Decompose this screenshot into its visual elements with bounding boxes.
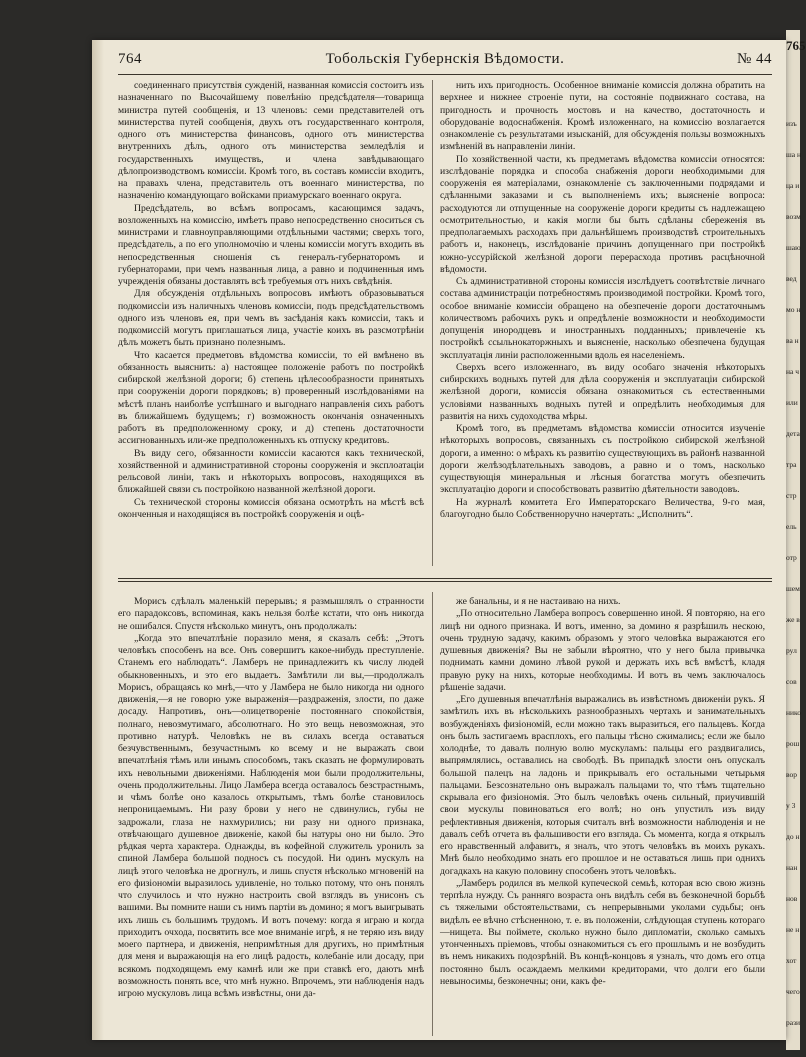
- paragraph: На журналѣ комитета Его Императорскаго Величества, 9-го мая, благоугодно было Собственноручно начертать: „Исполнить“.: [440, 496, 765, 520]
- story-column-left: [118, 596, 424, 1036]
- adjacent-page-fragment: рул: [786, 646, 797, 655]
- paragraph: Что касается предметовъ вѣдомства комиссіи, то ей вмѣнено въ обязанность выяснить: а) настоящее положеніе работъ по постройкѣ сибирской желѣзной дороги; б) степень цѣлесообразности принятыхъ при сооруженіи дороги порядковъ; в) проверенный изслѣдованіями на мѣстѣ планъ наиболѣе успѣшнаго и выгоднаго направленія сихъ работъ въ ближайшемъ будущемъ; г) возможность окончанія означенныхъ работъ въ предположенному сроку, и д) степень достаточности ассигнованныхъ или-же предположенныхъ къ отпуску кредитовъ.: [118, 349, 424, 447]
- adjacent-page-fragment: нико: [786, 708, 802, 717]
- adjacent-page-fragment: вед: [786, 274, 797, 283]
- adjacent-page-fragment: ца и: [786, 181, 800, 190]
- adjacent-page-fragment: нан: [786, 863, 798, 872]
- adjacent-page-edge: [786, 30, 806, 1050]
- paragraph: же банальны, и я не настаиваю на нихъ.: [456, 596, 621, 607]
- article-column-left: [118, 80, 424, 556]
- column-divider: [432, 592, 433, 1036]
- adjacent-page-fragment: у 3: [786, 801, 796, 810]
- paragraph: Морисъ сдѣлалъ маленькій перерывъ; я размышлялъ о странности его парадоксовъ, вспоминая, какъ нельзя болѣе кстати, что онъ никогда не ошибался. Спустя нѣсколько минутъ, онъ продолжалъ:: [118, 596, 424, 632]
- adjacent-page-fragment: мо н: [786, 305, 801, 314]
- adjacent-page-fragment: вор: [786, 770, 797, 779]
- adjacent-page-fragment: или: [786, 398, 798, 407]
- adjacent-page-fragment: шем: [786, 584, 800, 593]
- paragraph: Съ административной стороны комиссія изслѣдуетъ соотвѣтствіе личнаго состава администраціи потребностямъ производимой постройки. Кромѣ того, особое вниманіе комиссіи обращено на обезпеченіе дороги достаточнымъ количествомъ рабочихъ рукъ и опредѣленіе возможности и необходимости допущенія инородцевъ и иностранныхъ подданныхъ; привлеченіе къ постройкѣ ссыльнокаторжныхъ и выясненіе, насколько обезпечена будущая эксплуатація линіи расположенными вдоль ея населеніемъ.: [440, 276, 765, 361]
- article-column-right: [440, 80, 765, 562]
- adjacent-page-fragment: шаю: [786, 243, 801, 252]
- issue-number: № 44: [736, 51, 772, 67]
- adjacent-page-fragment: возм: [786, 212, 801, 221]
- adjacent-page-fragment: сов: [786, 677, 797, 686]
- adjacent-page-fragment: хот: [786, 956, 797, 965]
- adjacent-page-fragment: до н: [786, 832, 800, 841]
- paragraph: Сверхъ всего изложеннаго, въ виду особаго значенія нѣкоторыхъ сибирскихъ водныхъ путей для дѣла сооруженія и эксплуатаціи сибирской желѣзной дороги, комиссія обязана ознакомиться съ естественными условіями названныхъ водныхъ путей и опредѣлить необходимыя для развитія на нихъ судоходства мѣры.: [440, 361, 765, 422]
- paragraph: „Ламберъ родился въ мелкой купеческой семьѣ, которая всю свою жизнь терпѣла нужду. Съ ранняго возраста онъ видѣлъ себя въ безконечной борьбѣ съ тяжелыми обстоятельствами, съ непрерывными уколами судьбы; онъ видѣлъ ее вѣчно стѣсненною, т. е. въ положеніи, слѣдующая ступень котораго—нищета. Вы поймете, сколько нужно было дипломатіи, сколько самыхъ утонченныхъ пріемовъ, чтобы ознакомиться съ его прошлымъ и не возбудить въ немъ никакихъ подозрѣній. Въ концѣ-концовъ я узналъ, что домъ его отца постоянно былъ осаждаемъ мелкими кредиторами, что долги его были невыносимы, безконечны; они, какъ фе-: [440, 877, 765, 987]
- paragraph: нить ихъ пригодность. Особенное вниманіе комиссія должна обратить на верхнее и нижнее строеніе пути, на состояніе подвижнаго состава, на пригодность и прочность мостовъ и на качество, достаточность и оборудованіе водоснабженія. Кромѣ изложеннаго, на комиссію возлагается ознакомленіе съ результатами изысканій, для обсужденія пользы возможныхъ измѣненій въ направленіи линіи.: [440, 80, 765, 153]
- paragraph: Кромѣ того, въ предметамъ вѣдомства комиссіи относится изученіе нѣкоторыхъ вопросовъ, связанныхъ съ постройкою сибирской желѣзной дороги, а именно: о мѣрахъ къ развитію существующихъ въ районѣ названной дороги желѣзодѣлательныхъ заводовъ, а равно и о томъ, насколько существующія минеральныя и лѣсныя богатства могутъ обезпечить эксплуатацію дороги и способствовать развитію дѣятельности заводовъ.: [440, 423, 765, 496]
- adjacent-page-fragment: не н: [786, 925, 800, 934]
- paragraph: Для обсужденія отдѣльныхъ вопросовъ имѣютъ образовываться подкомиссіи изъ наличныхъ членовъ комиссіи, подъ предсѣдательствомъ одного изъ членовъ ея, при чемъ въ засѣданія какъ комиссіи, такъ и подкомиссій могутъ приглашаться лица, участіе коихъ въ разсмотрѣніи дѣлъ можетъ быть признано полезнымъ.: [118, 288, 424, 349]
- adjacent-page-fragment: рош: [786, 739, 800, 748]
- adjacent-page-fragment: рази: [786, 1018, 801, 1027]
- adjacent-page-fragment: ель: [786, 522, 797, 531]
- adjacent-page-fragment: стр: [786, 491, 797, 500]
- adjacent-page-fragment: отр: [786, 553, 797, 562]
- adjacent-page-fragment: чего: [786, 987, 800, 996]
- adjacent-page-fragment: тра: [786, 460, 797, 469]
- adjacent-page-fragment: ша н: [786, 150, 801, 159]
- story-column-right: [440, 596, 765, 1036]
- adjacent-page-number: 765: [786, 38, 806, 53]
- page-header: [118, 48, 772, 75]
- paragraph: Въ виду сего, обязанности комиссіи касаются какъ технической, хозяйственной и административной стороны сооруженія и эксплоатаціи рельсовой линіи, такъ и нѣкоторыхъ вопросовъ, находящихся въ ближайшей связи съ постройкою названной желѣзной дороги.: [118, 447, 424, 496]
- paragraph: „Его душевныя впечатлѣнія выражались въ извѣстномъ движеніи рукъ. Я замѣтилъ ихъ въ нѣсколькихъ разнообразныхъ чертахъ и занимательныхъ возбужденіяхъ физіономій, если можно такъ выразиться, его пальцевъ. Когда онъ былъ застигаемъ врасплохъ, его пальцы тѣсно сжимались; если же было холоднѣе, то давалъ полную волю мускуламъ: пальцы его раздвигались, выпрямлялись, оставались на свободѣ. Въ припадкѣ злости онъ опускалъ большой палецъ на ладонь и прикрывалъ его остальными четырьмя пальцами. Безсознательно онъ выражалъ пальцами то, что тѣмъ тщательно скрывала его физіономія. Это былъ человѣкъ очень сильный, приучившій свои мускулы повиноваться его волѣ; но онъ упустилъ изъ виду рефлективныя движенія, которыя считалъ внѣ возможности наблюденія и не давалъ себѣ отчета въ фальшивости его взгляда. Съ момента, когда я открылъ его нравственный алфавитъ, я зналъ, что этотъ человѣкъ въ моихъ рукахъ. Мнѣ было необходимо знать его прошлое и не оставаться лишь при однихъ догадкахъ на какую половину способенъ этотъ человѣкъ.: [440, 694, 765, 877]
- adjacent-page-fragment: на ч: [786, 367, 799, 376]
- section-divider: [118, 578, 772, 582]
- page-gutter-shadow: [92, 40, 104, 1040]
- paragraph: „По относительно Ламбера вопросъ совершенно иной. Я повторяю, на его лицѣ ни одного признака. И вотъ, именно, за домино я разрѣшилъ нескою, очень трудную задачу, какимъ образомъ у этого человѣка выражаются его душевныя движенія? Вы не забыли вѣроятно, что у него была привычка поднимать камни домино лѣвой рукой и держать ихъ всѣ вмѣстѣ, кладя правую руку на нихъ, которые необходимы. И вотъ въ чемъ заключалось рѣшеніе задачи.: [440, 608, 765, 693]
- adjacent-page-fragment: же в: [786, 615, 800, 624]
- paragraph: Предсѣдатель, во всѣмъ вопросамъ, касающимся задачъ, возложенныхъ на комиссію, имѣетъ право непосредственно сноситься съ министрами и главноуправляющими отдѣльными частями; сверхъ того, предсѣдатель, а по его уполномочію и члены комиссіи могутъ входить въ непосредственныя сношенія съ генералъ-губернаторомъ и губернаторами, при чемъ названныя лица, а равно и подчиненныя имъ учрежденія обязаны доставлять всѣ требуемыя отъ нихъ свѣдѣнія.: [118, 202, 424, 287]
- newspaper-title: Тобольскія Губернскія Вѣдомости.: [325, 51, 565, 67]
- adjacent-page-fragment: нов: [786, 894, 798, 903]
- paragraph: „Когда это впечатлѣніе поразило меня, я сказалъ себѣ: „Этотъ человѣкъ способенъ на все. Онъ совершитъ какое-нибудь преступленіе. Станемъ его наблюдать“. Ламберъ не принадлежитъ къ числу людей обыкновенныхъ, и это его выдаетъ. Замѣтили ли вы,—продолжалъ Морисъ, обращаясь ко мнѣ,—что у Ламбера не было никогда ни одного движенія,—я не говорю уже выраженія—раздраженія, злости, по даже досаду. Напротивъ, онъ—олицетвореніе постояннаго спокойствія, полнаго, невозмутимаго, абсолютнаго. Но это вещь невозможная, это противно натурѣ. Человѣкъ не въ силахъ всегда оставаться безчувственнымъ, безучастнымъ ко всему и не выражать свои впечатлѣнія тѣмъ или инымъ способомъ, такъ сказать не формулировать ихъ невольными движеніями. Наблюденія мои были продолжительны, очень продолжительны. Лицо Ламбера всегда оставалось безстрастнымъ, и чѣмъ болѣе оно казалось открытымъ, тѣмъ болѣе становилось непроницаемымъ. Ни разу брови у него не сдвинулись, губы не задрожали, глаза не нахмурились; ни разу ни одного признака, отвѣчающаго душевное движеніе, какой бы натуры оно ни было. Это рѣдкая черта характера. Однажды, въ кофейной служитель уронилъ за спиной Ламбера большой подносъ съ посудой. Ни одинъ мускулъ на лицѣ этого человѣка не дрогнулъ, и лишь спустя нѣсколько мгновеній на его физіономіи выразилось удивленіе, но только потому, что онъ понялъ что случилось и что нужно настроить свой взглядъ въ унисонъ съ вашими. Вы помните наши съ нимъ партіи въ домино; я могъ выигрывать ихъ лишь съ большимъ трудомъ. И вотъ почему: когда я играю и когда приходитъ очхода, посвятить все мое вниманіе игрѣ, я не теряю изъ виду моего партнера, и движенія, непримѣтныя для другихъ, но примѣтныя для меня и выражающія на его лицѣ радость, колебаніе или досаду, при всякомъ подходящемъ ему камнѣ или же при ставкѣ его, даютъ мнѣ возможность понять все, что мнѣ нужно. Впрочемъ, эти наблюденія надъ игрою мускуловъ лица всѣмъ извѣстны, они да-: [118, 632, 424, 999]
- adjacent-page-fragment: ва н: [786, 336, 799, 345]
- paragraph: соединеннаго присутствія сужденій, названная комиссія состоитъ изъ назначеннаго по Высочайшему повелѣнію предсѣдателя—товарища министра путей сообщенія, и 13 членовъ: семи представителей отъ министерства путей сообщенія, двухъ отъ государственнаго контроля, одного отъ министерства финансовъ, одного отъ министерства внутреннихъ дѣлъ, одного отъ министерства земледѣлія и государственныхъ имуществъ, и члена завѣдывающаго дѣлопроизводствомъ комиссіи. Кромѣ того, въ составъ комиссіи входитъ, на правахъ члена, представитель отъ военнаго министерства, по назначенію командующаго войсками приамурскаго военнаго округа.: [118, 80, 424, 202]
- column-divider: [432, 80, 433, 566]
- adjacent-page-fragment: дета: [786, 429, 800, 438]
- page-number: 764: [118, 51, 142, 67]
- adjacent-page-fragment: изъ: [786, 119, 797, 128]
- newspaper-page: [92, 40, 786, 1040]
- paragraph: По хозяйственной части, къ предметамъ вѣдомства комиссіи относятся: изслѣдованіе порядка и способа снабженія дороги необходимыми для сооруженія ея матеріалами, ознакомленіе съ заключенными подрядами и сдѣланными заказами и съ выполненіемъ ихъ; выясненіе вопроса: расходуются ли отпущенные на сооруженіе дороги кредиты съ надлежащею осмотрительностью, и какія могли бы быть сдѣланы сбереженія въ предполагаемыхъ расходахъ при дальнѣйшемъ производствѣ строительныхъ работъ и, наконецъ, изслѣдованіе причинъ допущеннаго при постройкѣ южно-уссурійской желѣзной дороги перерасхода противъ расцѣночной вѣдомости.: [440, 153, 765, 275]
- paragraph: Съ технической стороны комиссія обязана осмотрѣть на мѣстѣ всѣ оконченныя и находящіяся въ постройкѣ сооруженія и оцѣ-: [118, 496, 424, 520]
